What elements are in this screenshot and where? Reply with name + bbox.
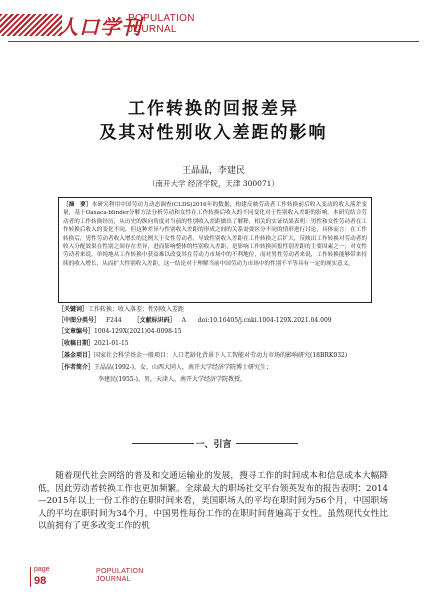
clc-label: ［中图分类号］ — [58, 317, 101, 324]
journal-logo-en-line1: POPULATION — [128, 13, 195, 24]
doi: doi:10.16405/j.cnki.1004-129X.2021.04.009 — [198, 317, 332, 324]
author-bio-label: ［作者简介］ — [58, 364, 95, 371]
body-paragraph: 随着现代社会网络的普及和交通运输业的发展，搜寻工作的时间成本和信息成本大幅降低，因此劳动者转换工作也更加频繁。全球最大的职场社交平台领英发布的报告表明：2014—2015年以上一份工作的在职时间来看，美国职场人的平均在职时间为56个月，中国职场人的平均在职时间为34个月，中国男性每份工作的在职时间普遍高于女性。虽然现代女性比以前拥有了更多改变工作的机 — [38, 471, 388, 531]
page-number: 98 — [34, 575, 47, 587]
footer-journal-line1: POPULATION — [96, 568, 144, 575]
footer-rule — [30, 567, 31, 587]
article-number-label: ［文章编号］ — [58, 328, 95, 335]
received-date-label: ［收稿日期］ — [58, 340, 95, 347]
header-stripe-pattern — [0, 14, 62, 36]
classification-row — [58, 316, 372, 325]
section-rule-right — [236, 443, 298, 444]
abstract-label: ［摘 要］ — [63, 202, 92, 208]
footer-journal-line2: JOURNAL — [96, 576, 131, 583]
author-bio-row — [58, 363, 372, 372]
author-bio-row2 — [58, 375, 372, 384]
journal-logo-en — [128, 13, 195, 35]
author-bio-value1: 王晶晶(1992-)，女，山西大同人，南开大学经济学院博士研究生； — [94, 364, 272, 371]
fund-row — [58, 351, 372, 360]
received-date-row — [58, 339, 372, 348]
doc-code-value: A — [181, 317, 186, 324]
clc-value: F244 — [106, 317, 122, 324]
keywords-label: ［关键词］ — [58, 306, 89, 313]
article-title-line2: 及其对性别收入差距的影响 — [99, 123, 328, 143]
journal-logo-en-line2: JOURNAL — [128, 24, 177, 35]
journal-logo-cn: 人口学刊 — [58, 14, 142, 39]
abstract-box — [58, 197, 372, 303]
affiliation: （南开大学 经济学院，天津 300071） — [148, 179, 279, 188]
authors: 王晶晶，李建民 — [181, 166, 245, 176]
section-heading: 一、引言 — [195, 440, 232, 450]
received-date-value: 2021-01-15 — [94, 340, 129, 347]
doc-code-label: ［文献标识码］ — [133, 317, 176, 324]
abstract-text: 本研究利用中国劳动力动态调查(CLDS)2016年的数据，构建反映劳动者工作转换前后收入变动的收入落差变量，基于Oaxaca-blinder分解方法分析劳动和女性在工作转换后收入的不同变化对于性别收入差距的影响。本研究结合劳动者的工作转换经历，从历史的纵向角度对当前的性别收入差距做出了解释，相关的实证结果表明：男性和女性劳动者在工作转换后收入的变化不同，但这种差异与性别收入差距的形成之间的关系需要区分不同的情形进行讨论，具体而言：在工作转换后，男性劳动者收入增长的比例大于女性劳动者，导致性别收入差距在工作转换之后扩大，反映出工作转换对劳动者的收入分配效果在性别之间存在差异，进而影响整体的性别收入差距，是影响工作转换回报性别差距的主要因素之一；对女性劳动者来说，单纯地从工作转换中获益难以改变其在劳动力市场中的不利地位，而对男性劳动者来说，工作转换能够带来持续的收入增长，从而扩大性别收入差距，这一结论对于理解当前中国劳动力市场中的性别不平等具有一定的现实意义。 — [63, 202, 367, 267]
article-number-value: 1004-129X(2021)04-0098-15 — [94, 328, 182, 335]
keywords — [58, 305, 372, 314]
keywords-text: 工作转换；收入落差；性别收入差距 — [88, 306, 185, 313]
fund-value: 国家社会科学基金一般项目：人口老龄化背景下人工智能对劳动力市场的影响研究(18BRK032) — [94, 352, 348, 359]
fund-label: ［基金项目］ — [58, 352, 95, 359]
author-bio-value2: 李建民(1955-)，男，天津人，南开大学经济学院教授。 — [98, 376, 246, 383]
footer-journal-name — [96, 568, 144, 584]
header-rule — [8, 41, 419, 42]
page-label: page — [34, 566, 50, 573]
article-number-row — [58, 327, 372, 336]
article-title-line1: 工作转换的回报差异 — [128, 99, 299, 119]
